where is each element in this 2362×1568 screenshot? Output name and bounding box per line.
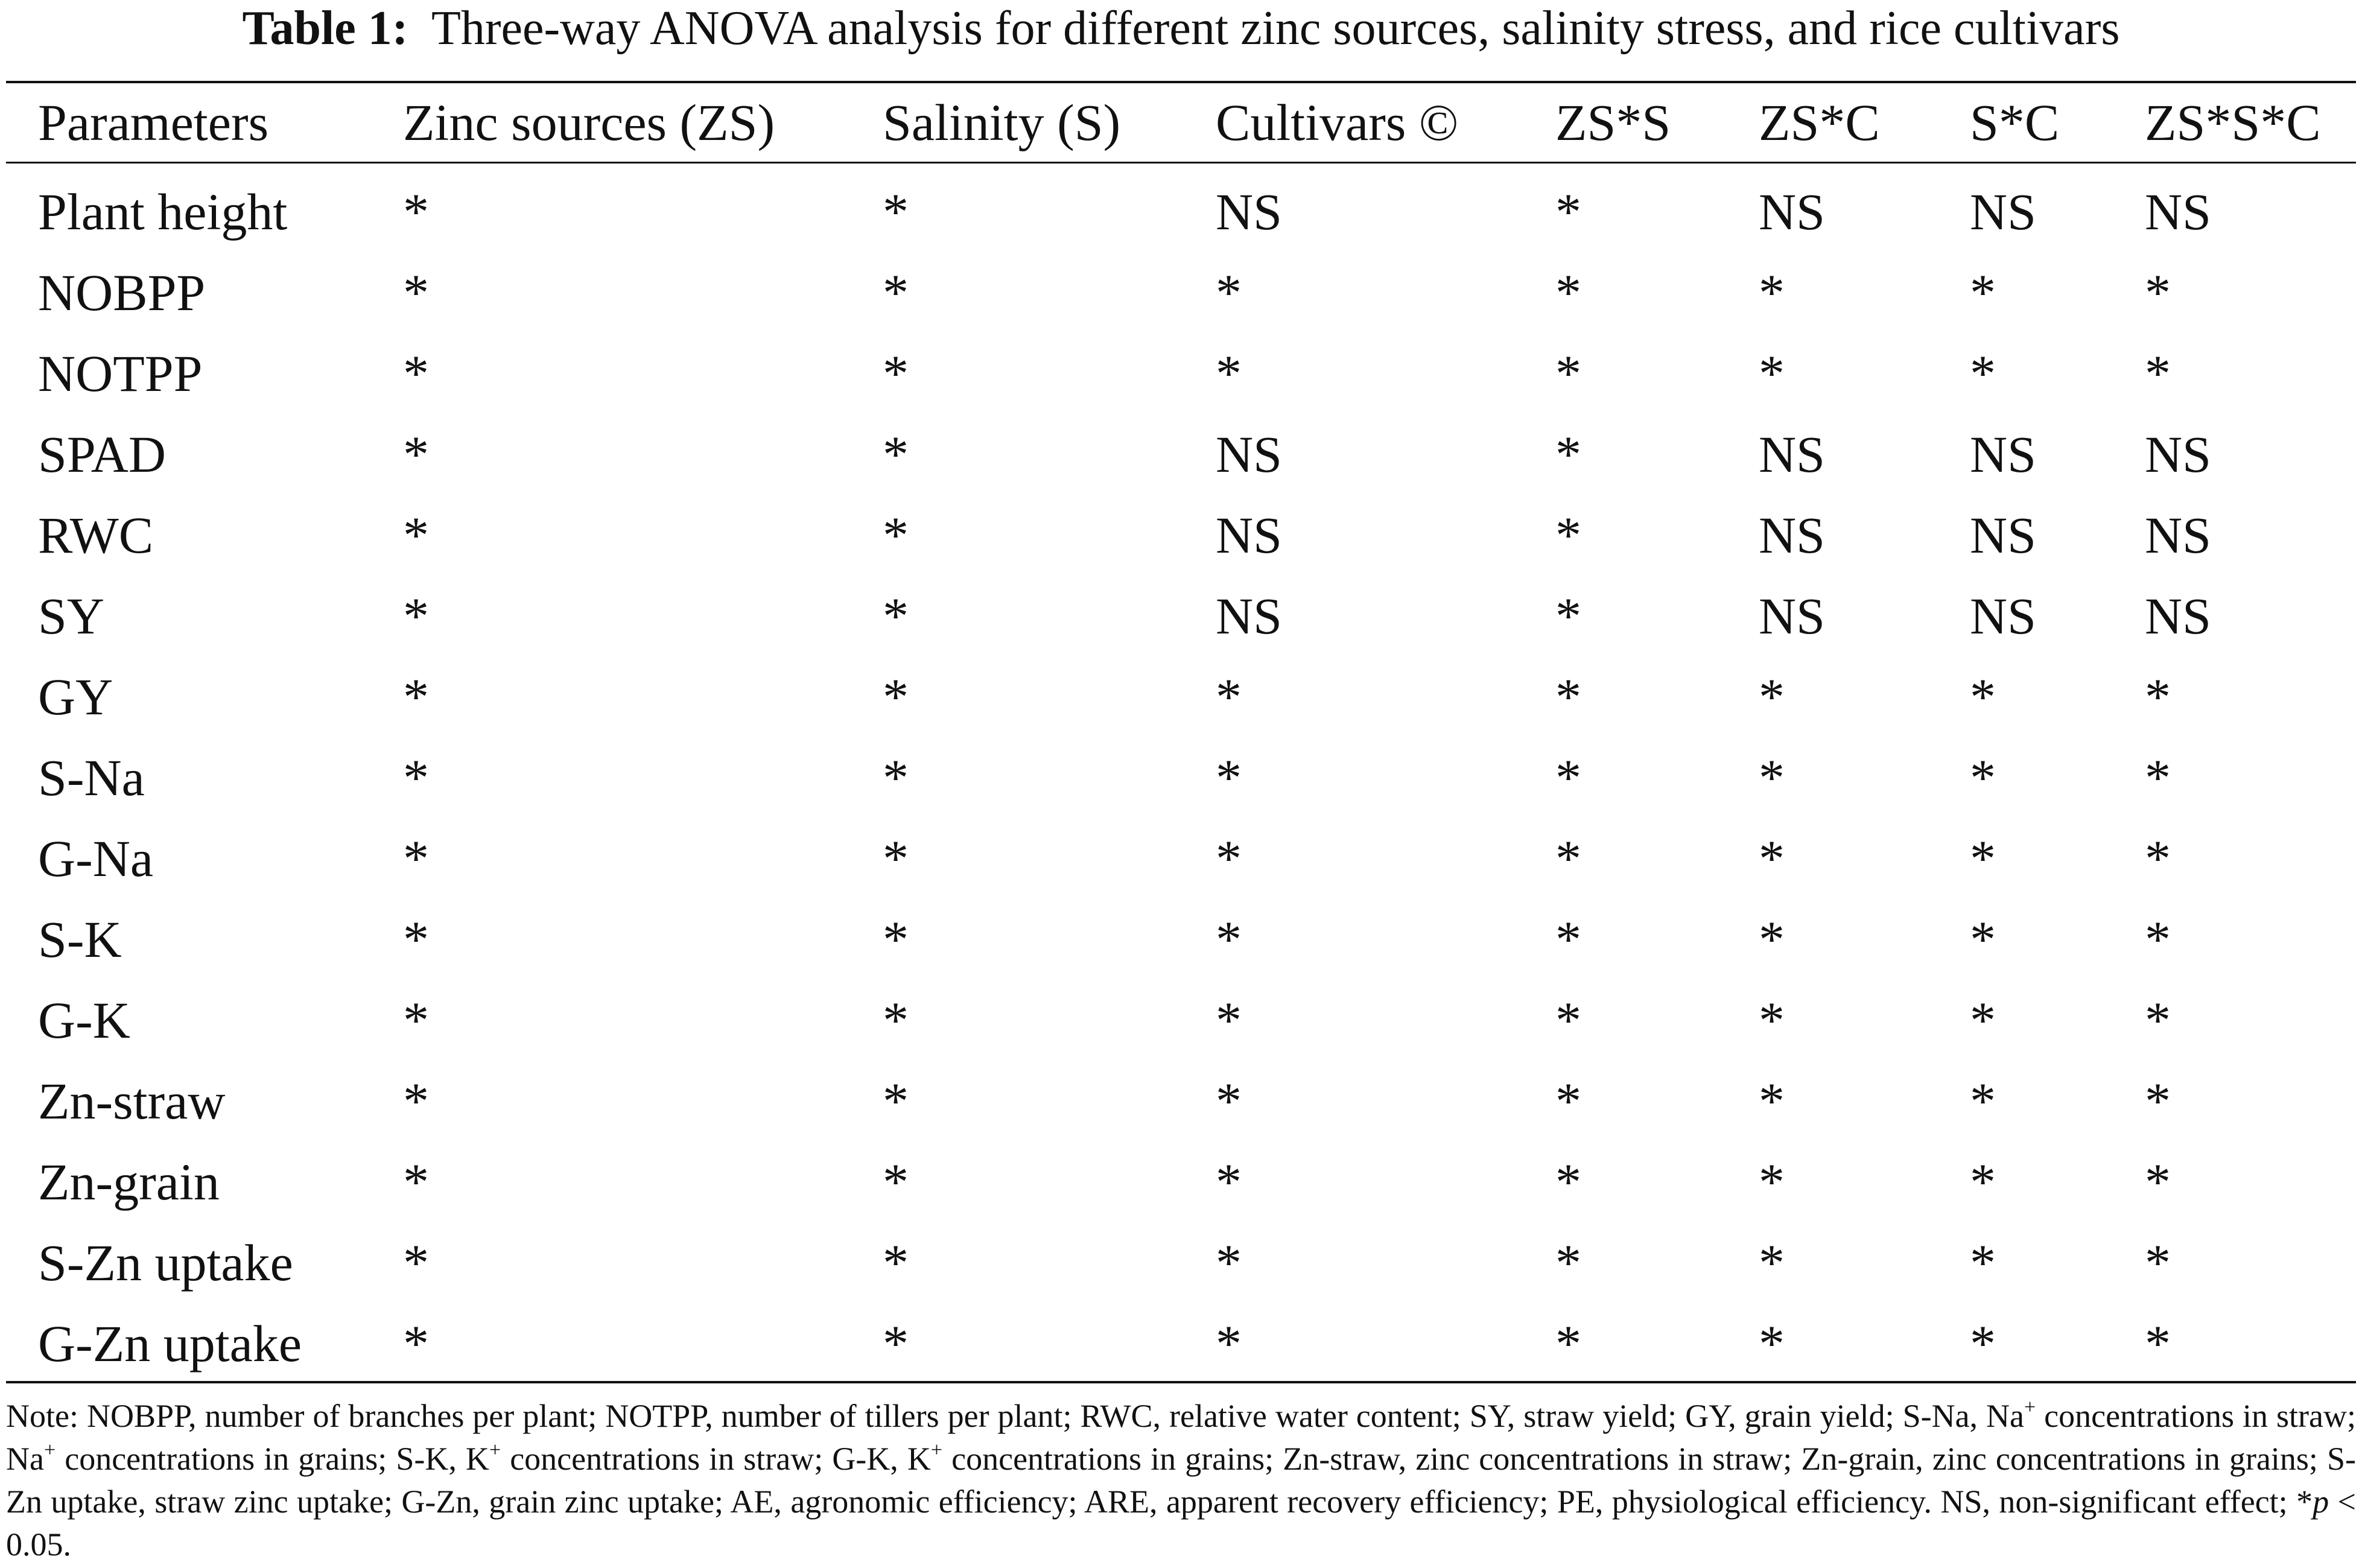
significance-cell: *	[1970, 830, 1996, 887]
significance-cell: *	[2145, 1072, 2171, 1130]
significance-cell: NS	[2145, 506, 2211, 564]
significance-cell: *	[883, 1153, 909, 1211]
table-caption	[0, 0, 2362, 57]
significance-cell: *	[1970, 668, 1996, 726]
significance-cell: *	[2145, 668, 2171, 726]
parameter-cell: Plant height	[38, 183, 288, 241]
parameter-cell: S-Na	[38, 749, 145, 807]
significance-cell: *	[2145, 264, 2171, 322]
col-header-salinity: Salinity (S)	[883, 94, 1121, 151]
significance-cell: *	[1970, 991, 1996, 1049]
significance-cell: *	[1555, 749, 1581, 807]
significance-cell: *	[1759, 1315, 1785, 1373]
significance-cell: *	[1216, 1153, 1242, 1211]
significance-cell: *	[403, 1234, 429, 1292]
significance-cell: *	[1759, 749, 1785, 807]
significance-cell: *	[883, 910, 909, 968]
col-header-zs-s-c: ZS*S*C	[2145, 94, 2321, 151]
table-row	[6, 1061, 2356, 1141]
table-row	[6, 252, 2356, 333]
note-sup-1: +	[2024, 1396, 2036, 1418]
note-sup-2: +	[43, 1439, 56, 1461]
significance-cell: *	[2145, 910, 2171, 968]
caption-text: Three-way ANOVA analysis for different zinc sources, salinity stress, and rice cultivars	[431, 2, 2120, 55]
table-row	[6, 737, 2356, 818]
significance-cell: *	[1759, 264, 1785, 322]
significance-cell: *	[403, 344, 429, 402]
table-note	[6, 1395, 2356, 1566]
significance-cell: *	[403, 1072, 429, 1130]
significance-cell: *	[1555, 668, 1581, 726]
significance-cell: *	[1555, 344, 1581, 402]
parameter-cell: SY	[38, 587, 104, 645]
significance-cell: *	[1555, 425, 1581, 483]
significance-cell: *	[2145, 1153, 2171, 1211]
table-row	[6, 495, 2356, 576]
significance-cell: *	[1970, 264, 1996, 322]
header-row	[6, 83, 2356, 162]
significance-cell: *	[883, 668, 909, 726]
significance-cell: NS	[2145, 183, 2211, 241]
significance-cell: *	[883, 1234, 909, 1292]
parameter-cell: Zn-grain	[38, 1153, 220, 1211]
significance-cell: *	[1555, 991, 1581, 1049]
parameter-cell: G-Zn uptake	[38, 1315, 302, 1373]
significance-cell: *	[403, 506, 429, 564]
significance-cell: *	[403, 425, 429, 483]
note-text-2: concentrations in straw; Na	[6, 1398, 2356, 1477]
significance-cell: *	[1216, 1072, 1242, 1130]
significance-cell: NS	[1970, 183, 2036, 241]
significance-cell: NS	[1759, 506, 1825, 564]
significance-cell: *	[403, 183, 429, 241]
significance-cell: *	[883, 425, 909, 483]
significance-cell: *	[1970, 1153, 1996, 1211]
significance-cell: *	[1759, 1234, 1785, 1292]
table-body	[6, 162, 2356, 1384]
significance-cell: *	[1970, 344, 1996, 402]
significance-cell: *	[883, 344, 909, 402]
significance-cell: *	[2145, 344, 2171, 402]
note-text-1: Note: NOBPP, number of branches per plant; NOTPP, number of tillers per plant; RWC, relative water content; SY, straw yield; GY, grain yield; S-Na, Na	[6, 1398, 2025, 1434]
parameter-cell: GY	[38, 668, 113, 726]
parameter-cell: SPAD	[38, 425, 166, 483]
significance-cell: NS	[1216, 183, 1282, 241]
significance-cell: NS	[1216, 506, 1282, 564]
significance-cell: NS	[1759, 425, 1825, 483]
significance-cell: *	[1555, 1153, 1581, 1211]
significance-cell: *	[1216, 830, 1242, 887]
significance-cell: NS	[1216, 587, 1282, 645]
significance-cell: NS	[1970, 425, 2036, 483]
significance-cell: *	[1759, 1072, 1785, 1130]
significance-cell: *	[1555, 910, 1581, 968]
significance-cell: *	[2145, 749, 2171, 807]
parameter-cell: NOBPP	[38, 264, 206, 322]
parameter-cell: G-K	[38, 991, 130, 1049]
parameter-cell: NOTPP	[38, 344, 203, 402]
significance-cell: *	[403, 587, 429, 645]
table-row	[6, 818, 2356, 899]
table-row	[6, 1303, 2356, 1384]
significance-cell: *	[1216, 1234, 1242, 1292]
significance-cell: *	[403, 1153, 429, 1211]
note-text-4: concentrations in straw; G-K, K	[501, 1441, 931, 1477]
significance-cell: *	[1759, 1153, 1785, 1211]
col-header-zinc-sources: Zinc sources (ZS)	[403, 94, 775, 151]
table-row	[6, 656, 2356, 737]
significance-cell: NS	[1759, 587, 1825, 645]
significance-cell: *	[403, 668, 429, 726]
significance-cell: *	[883, 587, 909, 645]
significance-cell: *	[1555, 1072, 1581, 1130]
significance-cell: *	[403, 991, 429, 1049]
note-sup-4: +	[930, 1439, 943, 1461]
note-text-6: < 0.05.	[6, 1484, 2356, 1563]
significance-cell: *	[2145, 830, 2171, 887]
significance-cell: *	[1555, 1315, 1581, 1373]
significance-cell: *	[1555, 183, 1581, 241]
significance-cell: *	[1216, 991, 1242, 1049]
anova-table	[6, 83, 2356, 1384]
significance-cell: *	[883, 264, 909, 322]
significance-cell: *	[1216, 910, 1242, 968]
significance-cell: *	[1759, 910, 1785, 968]
table-row	[6, 899, 2356, 980]
significance-cell: *	[2145, 1315, 2171, 1373]
table-row	[6, 1141, 2356, 1222]
col-header-zs-c: ZS*C	[1759, 94, 1880, 151]
significance-cell: NS	[1970, 506, 2036, 564]
significance-cell: *	[1759, 991, 1785, 1049]
significance-cell: *	[883, 749, 909, 807]
significance-cell: *	[403, 830, 429, 887]
significance-cell: *	[403, 1315, 429, 1373]
significance-cell: *	[2145, 1234, 2171, 1292]
significance-cell: *	[1555, 1234, 1581, 1292]
significance-cell: *	[1970, 749, 1996, 807]
significance-cell: NS	[1759, 183, 1825, 241]
note-text-3: concentrations in grains; S-K, K	[56, 1441, 489, 1477]
col-header-cultivars: Cultivars ©	[1216, 94, 1459, 151]
significance-cell: *	[1970, 1234, 1996, 1292]
parameter-cell: Zn-straw	[38, 1072, 226, 1130]
significance-cell: *	[883, 1072, 909, 1130]
col-header-s-c: S*C	[1970, 94, 2060, 151]
significance-cell: *	[2145, 991, 2171, 1049]
significance-cell: *	[883, 1315, 909, 1373]
significance-cell: *	[1216, 749, 1242, 807]
significance-cell: *	[1970, 1072, 1996, 1130]
significance-cell: NS	[1216, 425, 1282, 483]
note-text-5: concentrations in grains; Zn-straw, zinc concentrations in straw; Zn-grain, zinc concentrations in grains; S-Zn uptake, straw zinc uptake; G-Zn, grain zinc uptake; AE, agronomic efficiency; ARE, apparent recovery efficiency; PE, physiological efficiency. NS, non-significant effect; *	[6, 1441, 2357, 1520]
significance-cell: *	[1759, 830, 1785, 887]
parameter-cell: S-Zn uptake	[38, 1234, 293, 1292]
significance-cell: *	[883, 830, 909, 887]
col-header-zs-s: ZS*S	[1555, 94, 1671, 151]
significance-cell: *	[1216, 1315, 1242, 1373]
significance-cell: *	[883, 183, 909, 241]
parameter-cell: RWC	[38, 506, 154, 564]
note-p-italic: p	[2313, 1484, 2329, 1520]
significance-cell: *	[1216, 668, 1242, 726]
significance-cell: *	[1555, 506, 1581, 564]
significance-cell: *	[403, 749, 429, 807]
significance-cell: *	[1555, 587, 1581, 645]
significance-cell: NS	[1970, 587, 2036, 645]
significance-cell: *	[1555, 830, 1581, 887]
note-sup-3: +	[489, 1439, 501, 1461]
significance-cell: *	[403, 264, 429, 322]
significance-cell: *	[1970, 910, 1996, 968]
parameter-cell: G-Na	[38, 830, 154, 887]
table-row	[6, 1222, 2356, 1303]
significance-cell: *	[1759, 668, 1785, 726]
significance-cell: *	[883, 506, 909, 564]
significance-cell: NS	[2145, 587, 2211, 645]
significance-cell: *	[1759, 344, 1785, 402]
significance-cell: *	[403, 910, 429, 968]
significance-cell: *	[883, 991, 909, 1049]
significance-cell: *	[1970, 1315, 1996, 1373]
table-row	[6, 333, 2356, 414]
table-row	[6, 414, 2356, 495]
table-row	[6, 162, 2356, 252]
table-row	[6, 980, 2356, 1061]
significance-cell: *	[1216, 344, 1242, 402]
caption-label: Table 1:	[242, 2, 408, 55]
significance-cell: *	[1555, 264, 1581, 322]
parameter-cell: S-K	[38, 910, 122, 968]
col-header-parameters: Parameters	[38, 94, 269, 151]
significance-cell: NS	[2145, 425, 2211, 483]
significance-cell: *	[1216, 264, 1242, 322]
table-row	[6, 576, 2356, 656]
